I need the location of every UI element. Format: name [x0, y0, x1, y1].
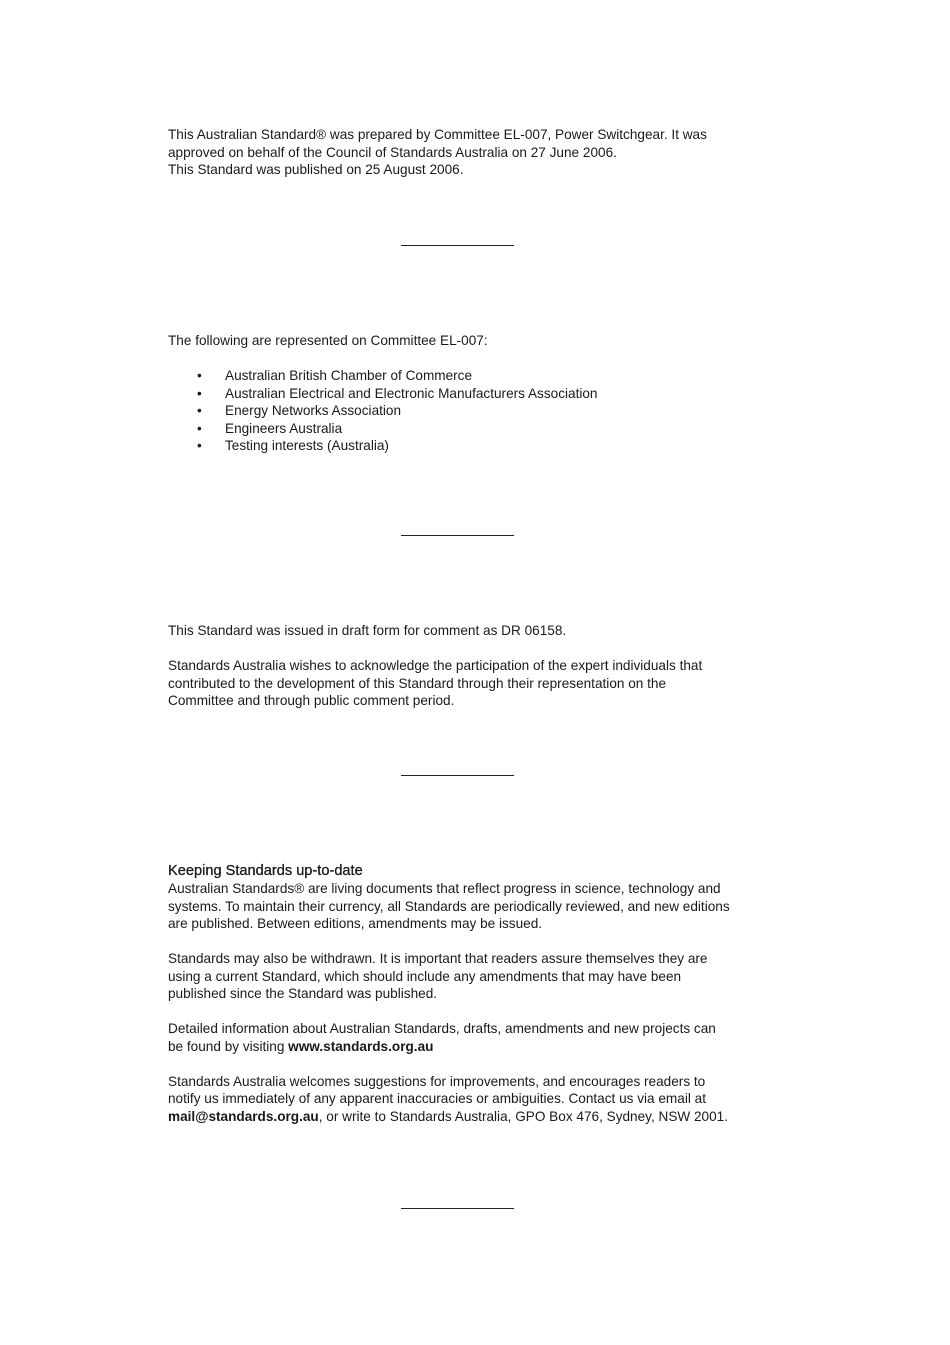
acknowledgement-line-2: contributed to the development of this Standard through their representation on the	[168, 675, 667, 691]
list-item	[168, 367, 758, 385]
section-divider-2	[401, 535, 514, 536]
published-line: This Standard was published on 25 August 2006.	[168, 162, 464, 177]
uptodate-p1-line-2: systems. To maintain their currency, all Standards are periodically reviewed, and new editions	[168, 898, 730, 914]
bullet-icon: •	[197, 385, 202, 401]
uptodate-p2-line-3: published since the Standard was published.	[168, 986, 438, 1001]
uptodate-p2-line-1: Standards may also be withdrawn. It is important that readers assure themselves they are	[168, 951, 708, 966]
section-divider-4	[401, 1208, 514, 1209]
uptodate-p3-line-2	[168, 1038, 758, 1056]
member-name: Engineers Australia	[225, 420, 343, 436]
bullet-icon: •	[197, 438, 202, 453]
list-item	[168, 437, 758, 455]
preparation-info	[168, 126, 758, 179]
acknowledgement-line-1: Standards Australia wishes to acknowledge the participation of the expert individuals that	[168, 658, 703, 673]
committee-section	[168, 332, 758, 455]
member-name: Australian British Chamber of Commerce	[225, 368, 473, 383]
bullet-icon: •	[197, 368, 202, 383]
visit-prefix: be found by visiting	[168, 1038, 289, 1054]
standards-website-link[interactable]: www.standards.org.au	[288, 1038, 434, 1054]
uptodate-p4-line-3	[168, 1108, 758, 1126]
draft-issued-text: This Standard was issued in draft form for comment as DR 06158.	[168, 623, 567, 638]
uptodate-p4-line-1: Standards Australia welcomes suggestions for improvements, and encourages readers to	[168, 1073, 706, 1089]
uptodate-p3-line-1: Detailed information about Australian Standards, drafts, amendments and new projects can	[168, 1021, 716, 1036]
uptodate-p1-line-3: are published. Between editions, amendments may be issued.	[168, 916, 543, 931]
committee-intro: The following are represented on Committee EL-007:	[168, 333, 488, 348]
member-name: Australian Electrical and Electronic Manufacturers Association	[225, 385, 598, 401]
uptodate-p4-line-2: notify us immediately of any apparent inaccuracies or ambiguities. Contact us via email at	[168, 1091, 706, 1106]
section-heading: Keeping Standards up-to-date	[168, 863, 363, 879]
section-divider-1	[401, 245, 514, 246]
prepared-line-1: This Australian Standard® was prepared by Committee EL-007, Power Switchgear. It was	[168, 127, 707, 142]
bullet-icon: •	[197, 420, 202, 436]
member-name: Testing interests (Australia)	[225, 438, 389, 453]
section-divider-3	[401, 775, 514, 776]
draft-section	[168, 622, 758, 710]
list-item	[168, 385, 758, 403]
uptodate-p2-line-2: using a current Standard, which should include any amendments that may have been	[168, 968, 682, 984]
committee-members-list	[168, 367, 758, 455]
member-name: Energy Networks Association	[225, 403, 402, 418]
list-item	[168, 402, 758, 420]
acknowledgement-line-3: Committee and through public comment period.	[168, 693, 455, 708]
contact-email-link[interactable]: mail@standards.org.au	[168, 1108, 319, 1124]
bullet-icon: •	[197, 403, 202, 418]
uptodate-p1-line-1: Australian Standards® are living documents that reflect progress in science, technology and	[168, 881, 721, 896]
prepared-line-2: approved on behalf of the Council of Standards Australia on 27 June 2006.	[168, 144, 617, 160]
postal-address-text: , or write to Standards Australia, GPO Box 476, Sydney, NSW 2001.	[318, 1108, 729, 1124]
uptodate-section	[168, 862, 758, 1125]
list-item	[168, 420, 758, 438]
